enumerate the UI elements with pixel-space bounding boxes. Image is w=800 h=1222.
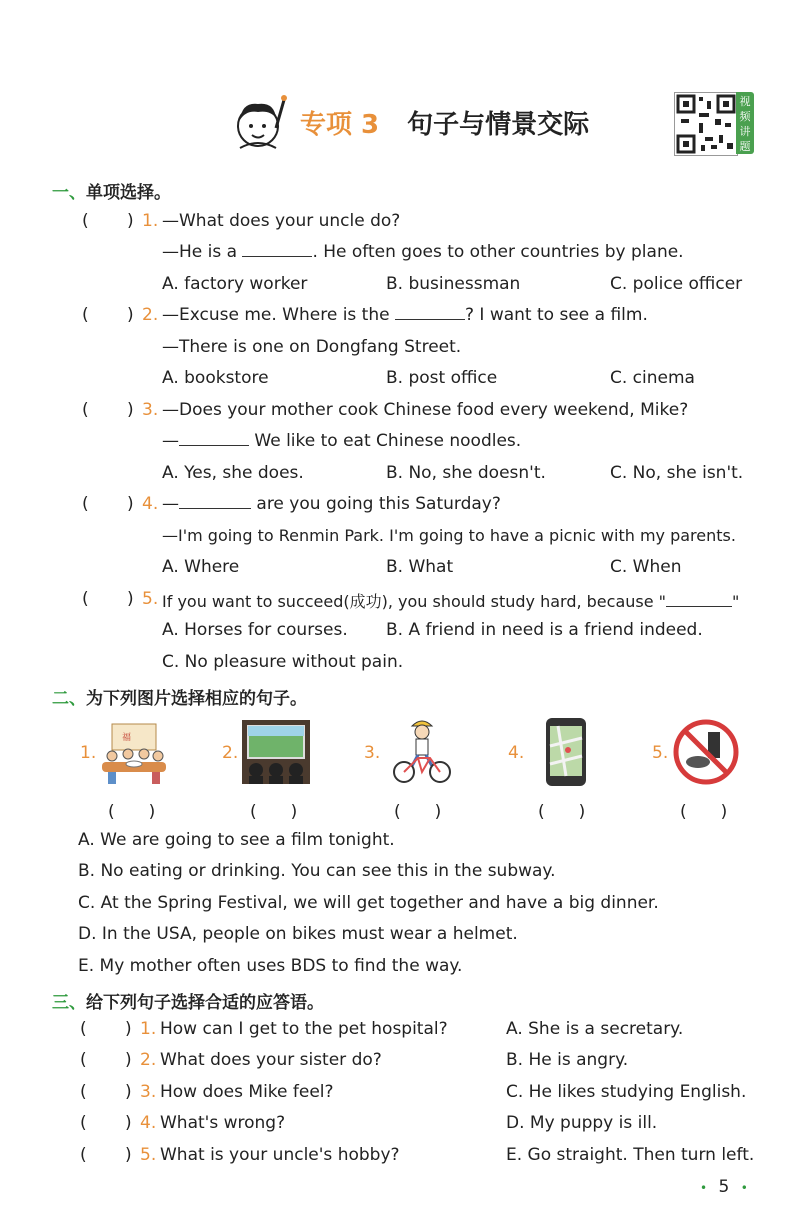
topic-title: 句子与情景交际 bbox=[407, 110, 590, 140]
blank-line bbox=[666, 592, 732, 607]
question-number: 2. bbox=[142, 305, 159, 325]
question-text: — are you going this Saturday? bbox=[162, 494, 501, 514]
question-text: —He is a . He often goes to other countries by plane. bbox=[162, 242, 684, 262]
picture-number: 1. bbox=[80, 743, 97, 763]
question-number: 4. bbox=[142, 494, 159, 514]
answer-paren-close: ) bbox=[125, 1019, 132, 1039]
option-b: B. A friend in need is a friend indeed. bbox=[386, 620, 703, 640]
option-c: C. No, she isn't. bbox=[610, 463, 744, 483]
match-answer: C. He likes studying English. bbox=[506, 1082, 747, 1102]
family-dinner-picture bbox=[98, 718, 170, 788]
answer-paren-close: ) bbox=[127, 211, 134, 231]
video-tag[interactable] bbox=[736, 92, 754, 154]
option-b: B. businessman bbox=[386, 274, 521, 294]
answer-paren[interactable]: ( ) bbox=[680, 802, 728, 822]
picture-option: E. My mother often uses BDS to find the way. bbox=[78, 956, 463, 976]
video-tag-char: 频 bbox=[739, 110, 751, 123]
section-3-heading bbox=[52, 988, 324, 1013]
question-text: — We like to eat Chinese noodles. bbox=[162, 431, 522, 451]
answer-paren-open: ( bbox=[80, 1050, 87, 1070]
section-1-heading bbox=[52, 178, 171, 203]
dot-icon: • bbox=[700, 1181, 708, 1195]
match-question: What does your sister do? bbox=[160, 1050, 382, 1070]
picture-number: 4. bbox=[508, 743, 525, 763]
option-c: C. police officer bbox=[610, 274, 743, 294]
answer-slot[interactable] bbox=[94, 1014, 124, 1042]
question-text: —Excuse me. Where is the ? I want to see a film. bbox=[162, 305, 648, 325]
answer-paren-close: ) bbox=[127, 305, 134, 325]
match-answer: B. He is angry. bbox=[506, 1050, 629, 1070]
answer-paren-open: ( bbox=[80, 1145, 87, 1165]
no-eating-sign-picture bbox=[672, 718, 740, 786]
section-2-num: 二、 bbox=[52, 689, 86, 709]
blank-line bbox=[242, 242, 312, 257]
cinema-picture bbox=[240, 718, 312, 788]
page-number-block bbox=[700, 1177, 748, 1197]
answer-paren-close: ) bbox=[127, 494, 134, 514]
option-a: A. factory worker bbox=[162, 274, 308, 294]
match-answer: A. She is a secretary. bbox=[506, 1019, 684, 1039]
answer-paren-open: ( bbox=[80, 1082, 87, 1102]
option-c: C. No pleasure without pain. bbox=[162, 652, 404, 672]
picture-number: 2. bbox=[222, 743, 239, 763]
answer-paren-close: ) bbox=[125, 1113, 132, 1133]
section-1-title: 单项选择。 bbox=[86, 183, 171, 203]
page-number: 5 bbox=[718, 1177, 730, 1197]
question-number: 3. bbox=[142, 400, 159, 420]
picture-number: 3. bbox=[364, 743, 381, 763]
answer-slot[interactable] bbox=[96, 206, 126, 234]
answer-slot[interactable] bbox=[96, 584, 126, 612]
boy-mascot-illustration bbox=[226, 88, 296, 158]
section-3-num: 三、 bbox=[52, 993, 86, 1013]
answer-paren-close: ) bbox=[127, 400, 134, 420]
question-number: 1. bbox=[140, 1019, 157, 1039]
picture-number: 5. bbox=[652, 743, 669, 763]
answer-paren-open: ( bbox=[80, 1113, 87, 1133]
question-text: —I'm going to Renmin Park. I'm going to have a picnic with my parents. bbox=[162, 526, 736, 545]
answer-paren-open: ( bbox=[82, 211, 89, 231]
match-question: How does Mike feel? bbox=[160, 1082, 334, 1102]
bike-helmet-picture bbox=[390, 714, 454, 786]
option-c: C. cinema bbox=[610, 368, 695, 388]
answer-slot[interactable] bbox=[94, 1108, 124, 1136]
option-b: B. No, she doesn't. bbox=[386, 463, 546, 483]
answer-slot[interactable] bbox=[94, 1140, 124, 1168]
answer-paren-open: ( bbox=[82, 400, 89, 420]
answer-paren-open: ( bbox=[82, 494, 89, 514]
qr-code-icon[interactable] bbox=[674, 92, 738, 156]
picture-option: C. At the Spring Festival, we will get together and have a big dinner. bbox=[78, 893, 659, 913]
match-answer: E. Go straight. Then turn left. bbox=[506, 1145, 755, 1165]
answer-paren[interactable]: ( ) bbox=[394, 802, 442, 822]
section-2-heading bbox=[52, 684, 307, 709]
blank-line bbox=[395, 305, 465, 320]
section-2-title: 为下列图片选择相应的句子。 bbox=[86, 689, 307, 709]
answer-paren-close: ) bbox=[125, 1050, 132, 1070]
answer-paren-close: ) bbox=[125, 1145, 132, 1165]
picture-option: A. We are going to see a film tonight. bbox=[78, 830, 395, 850]
answer-slot[interactable] bbox=[94, 1045, 124, 1073]
answer-paren[interactable]: ( ) bbox=[538, 802, 586, 822]
video-tag-char: 视 bbox=[739, 95, 751, 108]
answer-paren-open: ( bbox=[82, 305, 89, 325]
option-a: A. Yes, she does. bbox=[162, 463, 304, 483]
match-question: What's wrong? bbox=[160, 1113, 286, 1133]
svg-text:福: 福 bbox=[122, 733, 132, 743]
picture-option: B. No eating or drinking. You can see this in the subway. bbox=[78, 861, 556, 881]
question-number: 3. bbox=[140, 1082, 157, 1102]
answer-slot[interactable] bbox=[96, 300, 126, 328]
question-text: —What does your uncle do? bbox=[162, 211, 401, 231]
blank-line bbox=[179, 431, 249, 446]
match-question: What is your uncle's hobby? bbox=[160, 1145, 400, 1165]
option-b: B. post office bbox=[386, 368, 498, 388]
question-number: 5. bbox=[142, 589, 159, 609]
option-a: A. Horses for courses. bbox=[162, 620, 348, 640]
match-question: How can I get to the pet hospital? bbox=[160, 1019, 448, 1039]
answer-slot[interactable] bbox=[96, 489, 126, 517]
section-3-title: 给下列句子选择合适的应答语。 bbox=[86, 993, 324, 1013]
page-title bbox=[300, 104, 589, 141]
question-text: —There is one on Dongfang Street. bbox=[162, 337, 462, 357]
answer-paren-open: ( bbox=[82, 589, 89, 609]
video-tag-char: 讲 bbox=[739, 125, 751, 138]
answer-paren[interactable]: ( ) bbox=[250, 802, 298, 822]
question-number: 2. bbox=[140, 1050, 157, 1070]
picture-option: D. In the USA, people on bikes must wear a helmet. bbox=[78, 924, 518, 944]
option-b: B. What bbox=[386, 557, 454, 577]
question-number: 1. bbox=[142, 211, 159, 231]
blank-line bbox=[179, 494, 251, 509]
phone-map-picture bbox=[544, 716, 588, 788]
answer-paren-close: ) bbox=[127, 589, 134, 609]
question-text: If you want to succeed(成功), you should study hard, because " " bbox=[162, 592, 740, 611]
video-tag-char: 题 bbox=[739, 140, 751, 153]
dot-icon: • bbox=[740, 1181, 748, 1195]
section-1-num: 一、 bbox=[52, 183, 86, 203]
option-a: A. bookstore bbox=[162, 368, 269, 388]
topic-prefix: 专项 3 bbox=[300, 110, 380, 140]
option-a: A. Where bbox=[162, 557, 240, 577]
option-c: C. When bbox=[610, 557, 682, 577]
answer-slot[interactable] bbox=[96, 395, 126, 423]
answer-slot[interactable] bbox=[94, 1077, 124, 1105]
answer-paren-close: ) bbox=[125, 1082, 132, 1102]
question-number: 4. bbox=[140, 1113, 157, 1133]
match-answer: D. My puppy is ill. bbox=[506, 1113, 658, 1133]
answer-paren-open: ( bbox=[80, 1019, 87, 1039]
question-number: 5. bbox=[140, 1145, 157, 1165]
question-text: —Does your mother cook Chinese food every weekend, Mike? bbox=[162, 400, 689, 420]
answer-paren[interactable]: ( ) bbox=[108, 802, 156, 822]
